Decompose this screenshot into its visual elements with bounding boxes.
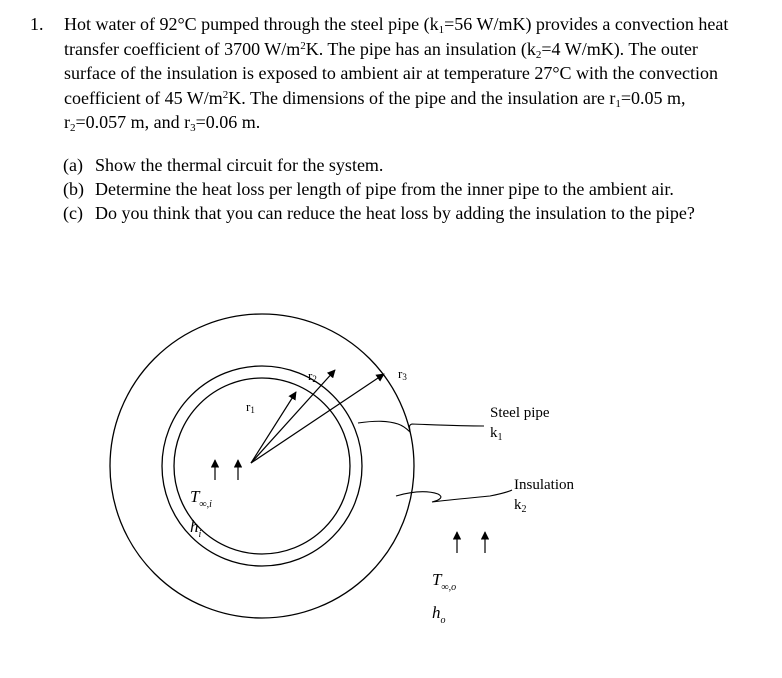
part-text: Determine the heat loss per length of pipe from the inner pipe to the ambient air. xyxy=(95,179,674,199)
insulation-leader xyxy=(396,490,512,502)
k1-label: $k_1$ xyxy=(490,425,503,443)
radius-arrow-r1 xyxy=(251,392,296,463)
problem-text-part: Hot water of 92°C pumped through the steel pipe (k xyxy=(64,14,439,34)
h-inner-label: $h_i$ xyxy=(190,517,202,540)
r2-label: r2 xyxy=(308,368,317,384)
subscript: 2 xyxy=(70,122,76,135)
part-label: (a) xyxy=(63,155,83,175)
problem-text-part: =0.06 m. xyxy=(195,112,261,133)
problem-text-part: =56 W/mK) provides a convection heat transfer coefficient of 3700 W/m xyxy=(64,14,729,59)
outer-insulation-circle xyxy=(110,314,414,618)
part-text: Show the thermal circuit for the system. xyxy=(95,155,384,175)
steel-pipe-outer-circle xyxy=(162,366,362,566)
k2-label: $k_2$ xyxy=(514,497,527,515)
subscript: 2 xyxy=(535,48,542,61)
t-outer-label: $T_{\infty,o}$ xyxy=(432,570,457,593)
steel-pipe-label: Steel pipe xyxy=(490,405,550,421)
problem-text-part: =0.057 m, and r xyxy=(75,112,191,133)
insulation-label: Insulation xyxy=(514,477,574,493)
part-label: (b) xyxy=(63,179,84,199)
problem-text-part: =0.05 m, r xyxy=(64,87,686,133)
subscript: 1 xyxy=(438,24,445,36)
radius-arrow-r3 xyxy=(251,374,384,463)
steel-pipe-inner-circle xyxy=(174,378,350,554)
part-text: Do you think that you can reduce the heat loss by adding the insulation to the pipe? xyxy=(95,203,695,223)
superscript: 2 xyxy=(300,39,306,52)
problem-number: 1. xyxy=(30,14,44,34)
t-inner-label: $T_{\infty,i}$ xyxy=(190,487,212,510)
r3-label: r3 xyxy=(398,366,407,382)
steel-pipe-leader xyxy=(358,421,484,432)
superscript: 2 xyxy=(222,88,229,101)
part-label: (c) xyxy=(63,203,83,223)
subscript: 1 xyxy=(615,97,621,110)
problem-text-part: =4 W/mK). The outer surface of the insulation is exposed to ambient air at temperature 27°C with the convection coefficient of 45 W/m xyxy=(64,38,719,108)
subscript: 3 xyxy=(190,122,196,135)
r1-label: r1 xyxy=(246,399,255,415)
h-outer-label: $h_o$ xyxy=(432,603,446,626)
problem-text-part: K. The pipe has an insulation (k xyxy=(305,38,536,59)
problem-text-part: K. The dimensions of the pipe and the insulation are r xyxy=(228,87,616,108)
